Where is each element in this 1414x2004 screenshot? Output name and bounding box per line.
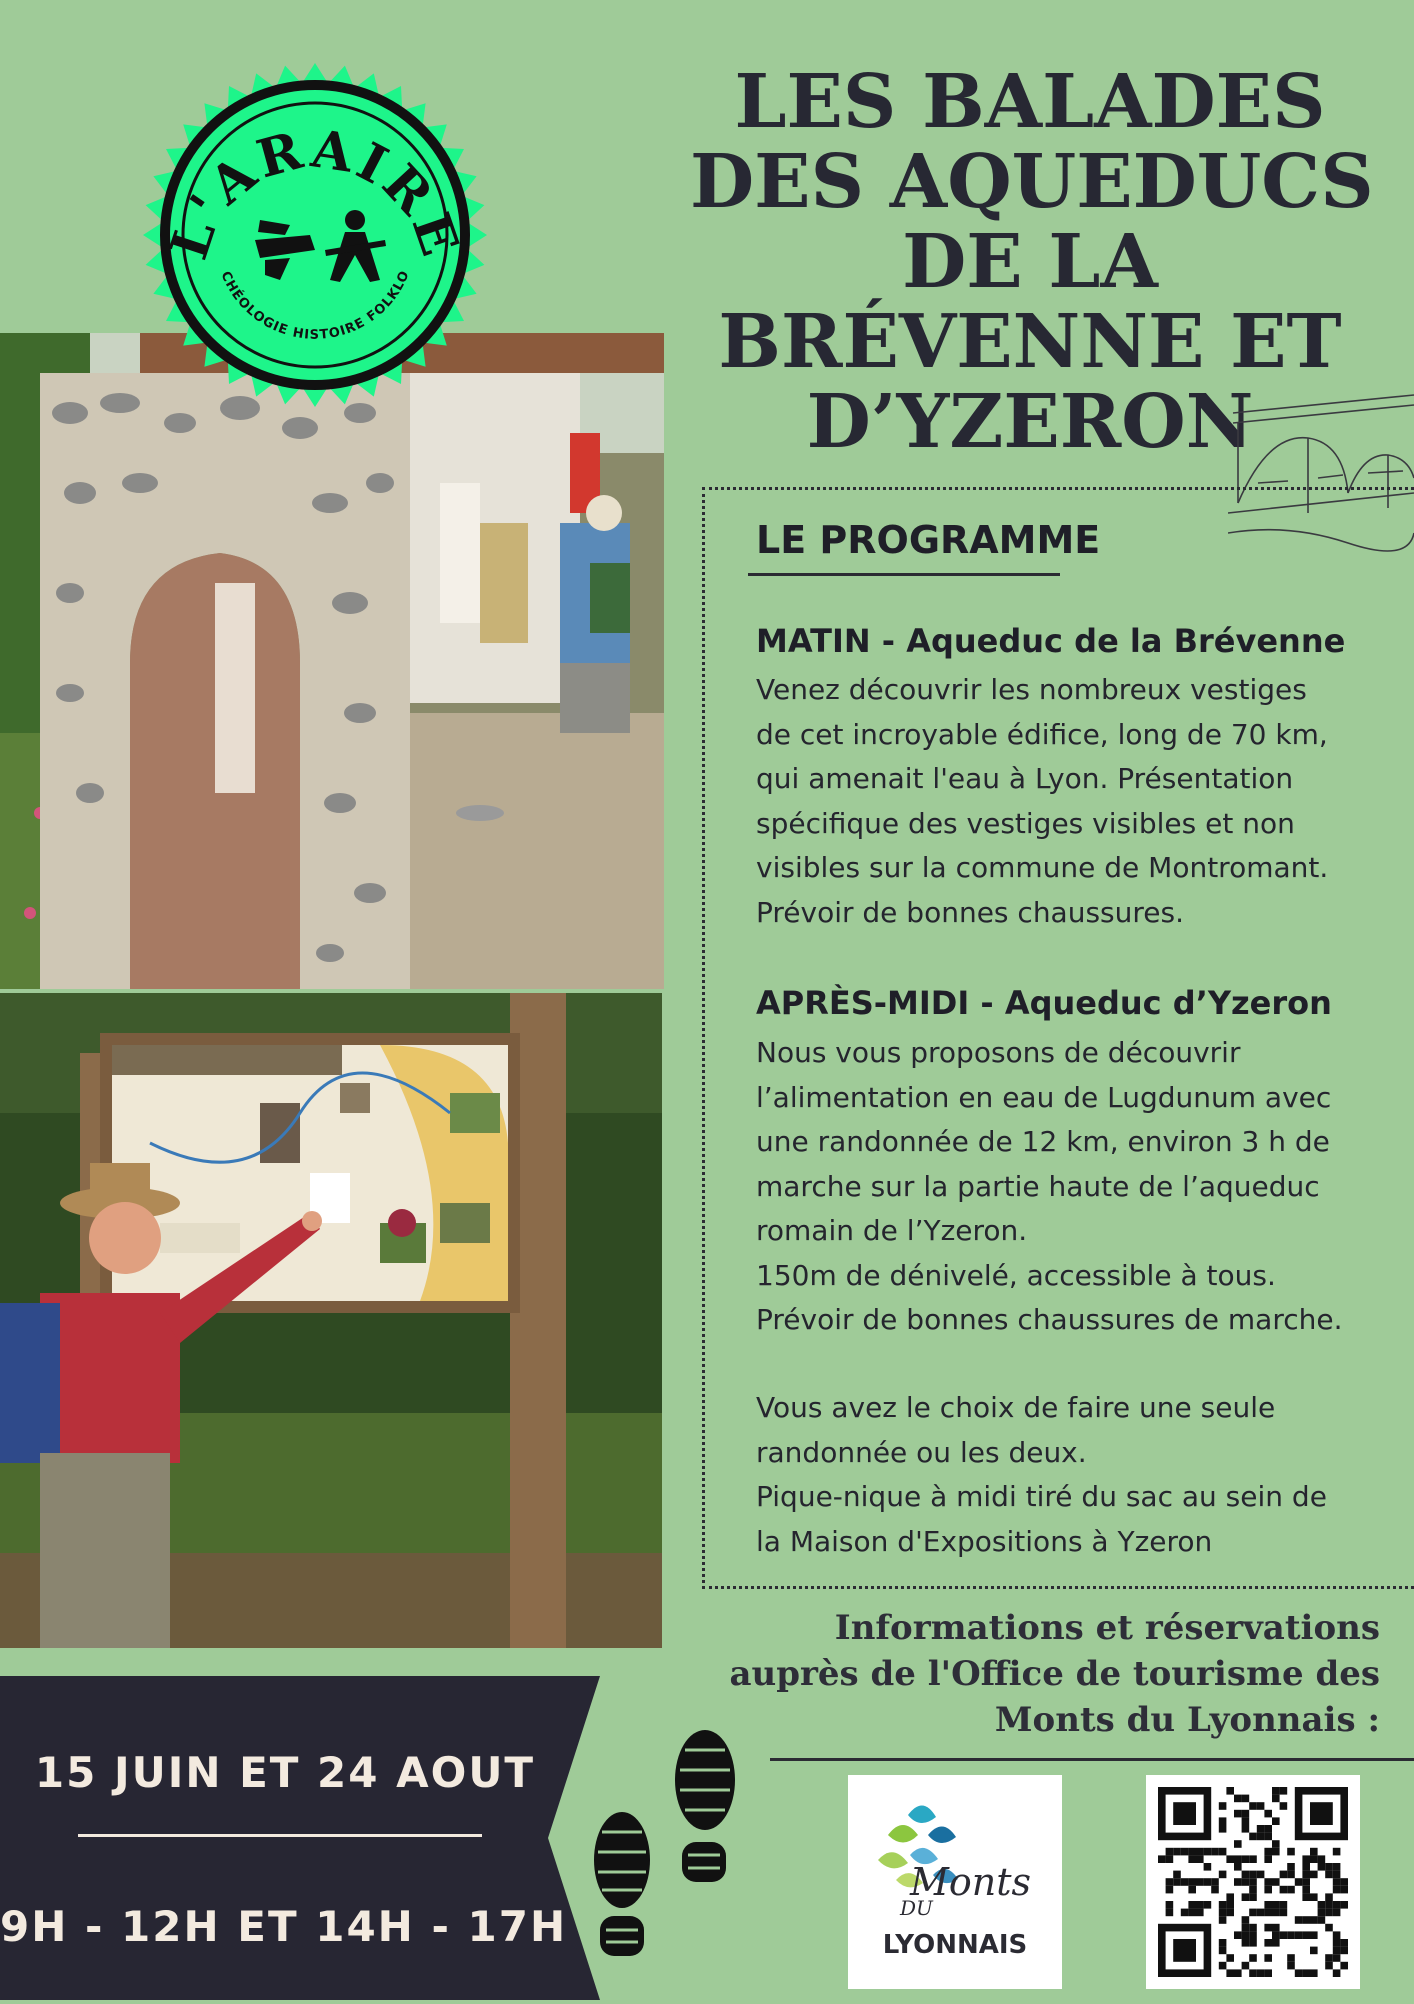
title-line-4: BRÉVENNE ET bbox=[718, 299, 1342, 385]
afternoon-line: Nous vous proposons de découvrir bbox=[756, 1036, 1241, 1069]
footprints-icon bbox=[580, 1720, 750, 1960]
afternoon-line: Prévoir de bonnes chaussures de marche. bbox=[756, 1303, 1343, 1336]
choice-line: Vous avez le choix de faire une seule bbox=[756, 1391, 1276, 1424]
afternoon-line: l’alimentation en eau de Lugdunum avec bbox=[756, 1080, 1332, 1114]
date-banner bbox=[0, 1676, 610, 2000]
morning-line: qui amenait l'eau à Lyon. Présentation bbox=[756, 762, 1294, 795]
morning-title: MATIN - Aqueduc de la Brévenne bbox=[756, 622, 1346, 660]
afternoon-line: une randonnée de 12 km, environ 3 h de bbox=[756, 1125, 1330, 1158]
info-line: Monts du Lyonnais : bbox=[994, 1700, 1380, 1740]
laraire-logo bbox=[140, 60, 490, 410]
morning-line: spécifique des vestiges visibles et non bbox=[756, 806, 1295, 840]
info-line: Informations et réservations bbox=[834, 1608, 1380, 1648]
morning-line: Prévoir de bonnes chaussures. bbox=[756, 895, 1184, 929]
afternoon-line: marche sur la partie haute de l’aqueduc bbox=[756, 1169, 1320, 1203]
photo-aqueduct-arch bbox=[0, 333, 664, 989]
banner-divider bbox=[78, 1834, 482, 1837]
afternoon-line: romain de l’Yzeron. bbox=[756, 1214, 1028, 1247]
choice-line: Pique-nique à midi tiré du sac au sein de bbox=[756, 1480, 1327, 1513]
logo-monts-text: Monts bbox=[910, 1860, 1032, 1904]
afternoon-title: APRÈS-MIDI - Aqueduc d’Yzeron bbox=[756, 984, 1332, 1022]
event-hours: 9H - 12H ET 14H - 17H bbox=[0, 1902, 568, 1951]
morning-line: Venez découvrir les nombreux vestiges bbox=[756, 673, 1307, 706]
morning-line: visibles sur la commune de Montromant. bbox=[756, 851, 1329, 884]
choice-description bbox=[756, 1386, 1380, 1564]
title-line-2: DES AQUEDUCS bbox=[690, 139, 1374, 225]
program-heading-underline bbox=[748, 573, 1060, 576]
title-line-5: D’YZERON bbox=[806, 379, 1254, 465]
photo-information-panel bbox=[0, 993, 662, 1648]
afternoon-line: 150m de dénivelé, accessible à tous. bbox=[756, 1258, 1276, 1292]
program-heading: LE PROGRAMME bbox=[756, 518, 1101, 562]
choice-line: la Maison d'Expositions à Yzeron bbox=[756, 1524, 1213, 1558]
logo-subtitle: CHÉOLOGIE HISTOIRE FOLKLO bbox=[217, 268, 413, 343]
title-line-1: LES BALADES bbox=[734, 59, 1326, 145]
logo-title: L'ARAIRE bbox=[158, 118, 472, 267]
title-line-3: DE LA bbox=[902, 219, 1158, 305]
choice-line: randonnée ou les deux. bbox=[756, 1435, 1087, 1469]
logo-lyonnais-text: LYONNAIS bbox=[882, 1930, 1028, 1960]
afternoon-description bbox=[756, 1031, 1380, 1343]
morning-description bbox=[756, 668, 1380, 935]
morning-line: de cet incroyable édifice, long de 70 km, bbox=[756, 717, 1328, 751]
info-divider bbox=[770, 1758, 1414, 1761]
qr-code[interactable] bbox=[1146, 1775, 1360, 1989]
logo-du-text: DU bbox=[900, 1896, 933, 1920]
event-dates: 15 JUIN ET 24 AOUT bbox=[34, 1748, 536, 1797]
info-line: auprès de l'Office de tourisme des bbox=[729, 1654, 1380, 1694]
info-reservations bbox=[720, 1605, 1380, 1743]
